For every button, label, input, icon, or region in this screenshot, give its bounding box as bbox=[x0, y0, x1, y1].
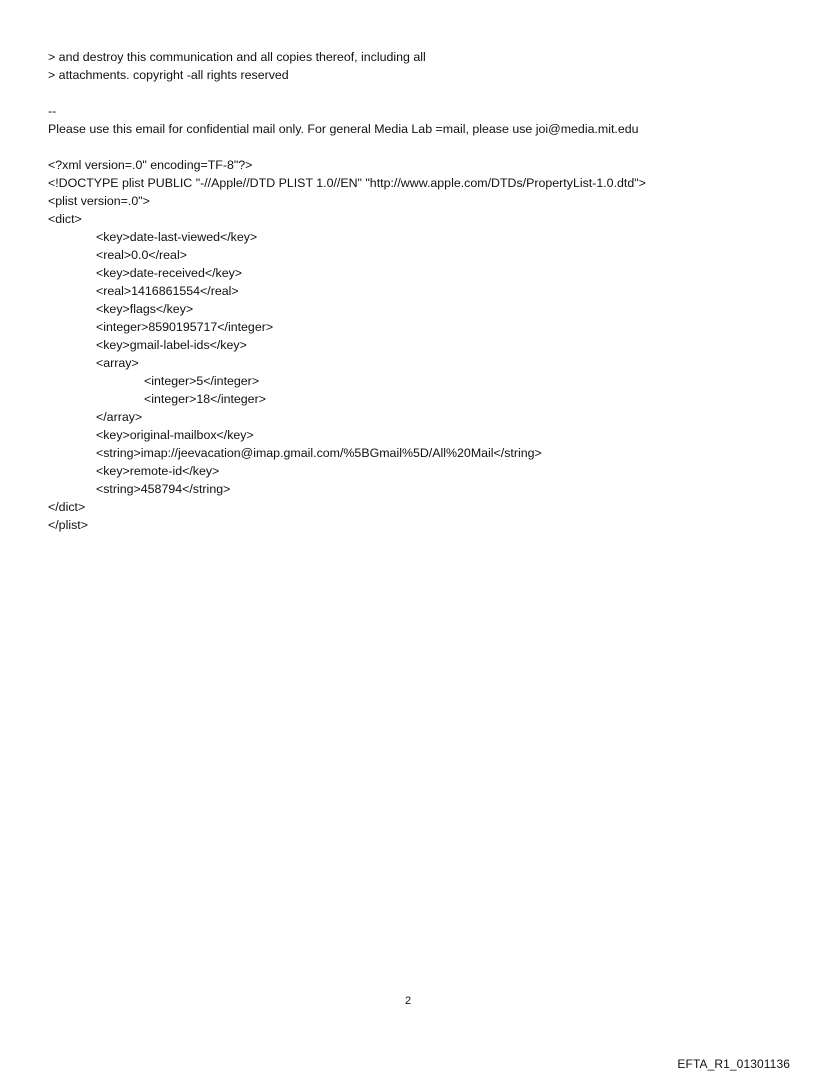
plist-entry: <string>imap://jeevacation@imap.gmail.com/%5BGmail%5D/All%20Mail</string> bbox=[96, 446, 542, 460]
plist-array-item: <integer>5</integer> bbox=[144, 374, 260, 388]
document-body bbox=[48, 48, 788, 534]
dict-close-tag: </dict> bbox=[48, 500, 86, 514]
quoted-line: > and destroy this communication and all copies thereof, including all bbox=[48, 50, 426, 64]
page-number: 2 bbox=[404, 995, 412, 1007]
plist-entry: <array> bbox=[96, 356, 139, 370]
blank-line bbox=[48, 138, 788, 156]
xml-declaration: <?xml version=.0" encoding=TF-8"?> bbox=[48, 158, 253, 172]
plist-open-tag: <plist version=.0"> bbox=[48, 194, 150, 208]
plist-entry: <key>flags</key> bbox=[96, 302, 194, 316]
plist-entry: </array> bbox=[96, 410, 143, 424]
plist-entry: <string>458794</string> bbox=[96, 482, 231, 496]
plist-entry: <key>gmail-label-ids</key> bbox=[96, 338, 247, 352]
dict-open-tag: <dict> bbox=[48, 212, 82, 226]
blank-line bbox=[48, 84, 788, 102]
plist-entry: <key>original-mailbox</key> bbox=[96, 428, 254, 442]
plist-entry: <key>remote-id</key> bbox=[96, 464, 220, 478]
plist-entry: <real>0.0</real> bbox=[96, 248, 187, 262]
quoted-line: > attachments. copyright -all rights reserved bbox=[48, 68, 289, 82]
plist-array-item: <integer>18</integer> bbox=[144, 392, 266, 406]
signature-separator: -- bbox=[48, 104, 57, 118]
document-id: EFTA_R1_01301136 bbox=[677, 1057, 790, 1071]
plist-close-tag: </plist> bbox=[48, 518, 88, 532]
plist-entry: <key>date-last-viewed</key> bbox=[96, 230, 258, 244]
plist-doctype: <!DOCTYPE plist PUBLIC "-//Apple//DTD PLIST 1.0//EN" "http://www.apple.com/DTDs/PropertyList-1.0.dtd"> bbox=[48, 176, 646, 190]
plist-entry: <key>date-received</key> bbox=[96, 266, 243, 280]
signature-note: Please use this email for confidential mail only. For general Media Lab =mail, please use joi@media.mit.edu bbox=[48, 122, 639, 136]
plist-entry: <real>1416861554</real> bbox=[96, 284, 239, 298]
plist-entry: <integer>8590195717</integer> bbox=[96, 320, 274, 334]
